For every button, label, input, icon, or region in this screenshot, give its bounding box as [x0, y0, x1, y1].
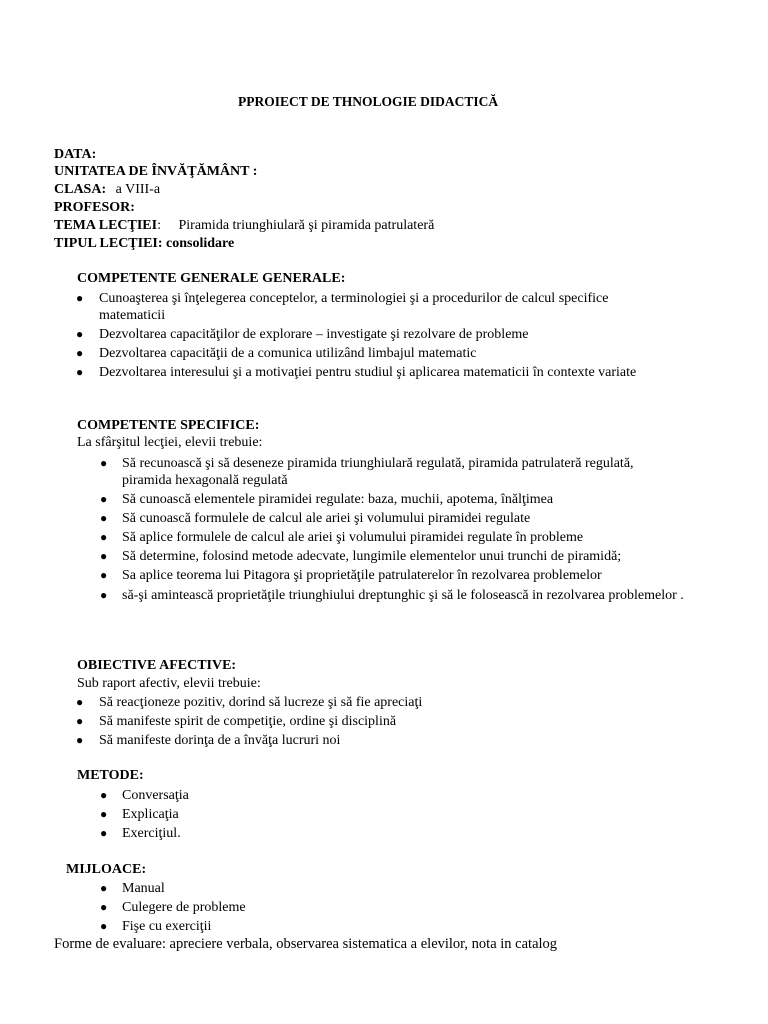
tipul-label: TIPUL LECŢIEI: consolidare — [54, 236, 235, 251]
profesor-label: PROFESOR: — [54, 200, 135, 215]
bullet-icon: ● — [100, 492, 108, 506]
bullet-icon: ● — [76, 346, 84, 360]
cs-item-4: Să aplice formulele de calcul ale ariei şi volumului piramidei regulate în probleme — [122, 530, 584, 545]
cs-item-3: Să cunoască formulele de calcul ale ariei şi volumului piramidei regulate — [122, 511, 531, 526]
clasa-line — [54, 181, 160, 198]
bullet-icon: ● — [100, 588, 108, 602]
metode-heading: METODE: — [77, 768, 144, 783]
cs-item-2: Să cunoască elementele piramidei regulate: baza, muchii, apotema, înălţimea — [122, 492, 554, 507]
tema-value: Piramida triunghiulară şi piramida patrulateră — [178, 218, 435, 233]
cs-item-6: Sa aplice teorema lui Pitagora şi proprietăţile patrulaterelor în rezolvarea problemelor — [122, 568, 602, 583]
bullet-icon: ● — [76, 365, 84, 379]
obiective-afective-heading: OBIECTIVE AFECTIVE: — [77, 658, 237, 673]
bullet-icon: ● — [100, 919, 108, 933]
cs-item-7: să-şi amintească proprietăţile triunghiului dreptunghic şi să le folosească in rezolvarea problemelor . — [122, 588, 684, 603]
tema-colon: : — [157, 218, 161, 233]
cg-item-3: Dezvoltarea capacităţii de a comunica utilizând limbajul matematic — [99, 346, 477, 361]
bullet-icon: ● — [100, 900, 108, 914]
competente-specifice-intro: La sfârşitul lecţiei, elevii trebuie: — [77, 435, 263, 450]
cs-item-5: Să determine, folosind metode adecvate, lungimile elementelor unui trunchi de piramidă; — [122, 549, 622, 564]
cg-item-1: Cunoaşterea şi înţelegerea conceptelor, a terminologiei şi a procedurilor de calcul specifice — [99, 291, 609, 306]
mijloace-heading: MIJLOACE: — [66, 862, 147, 877]
oa-item-1: Să reacţioneze pozitiv, dorind să lucreze şi să fie apreciaţi — [99, 695, 423, 710]
mijloace-item-1: Manual — [122, 881, 165, 896]
clasa-label: CLASA: — [54, 182, 107, 197]
bullet-icon: ● — [100, 826, 108, 840]
oa-item-2: Să manifeste spirit de competiţie, ordine şi disciplină — [99, 714, 397, 729]
bullet-icon: ● — [100, 881, 108, 895]
clasa-value: a VIII-a — [115, 182, 161, 197]
cg-item-1-cont: matematicii — [99, 308, 166, 323]
bullet-icon: ● — [100, 511, 108, 525]
metode-item-3: Exerciţiul. — [122, 826, 181, 841]
bullet-icon: ● — [76, 327, 84, 341]
cs-item-1: Să recunoască şi să deseneze piramida triunghiulară regulată, piramida patrulateră regulată, — [122, 456, 634, 471]
cg-item-2: Dezvoltarea capacităţilor de explorare – investigate şi rezolvare de probleme — [99, 327, 529, 342]
bullet-icon: ● — [100, 530, 108, 544]
bullet-icon: ● — [100, 456, 108, 470]
cg-item-4: Dezvoltarea interesului şi a motivaţiei pentru studiul şi aplicarea matematicii în contexte variate — [99, 365, 637, 380]
bullet-icon: ● — [100, 807, 108, 821]
mijloace-item-3: Fişe cu exerciţii — [122, 919, 212, 934]
cs-item-1-cont: piramida hexagonală regulată — [122, 473, 288, 488]
competente-specifice-heading: COMPETENTE SPECIFICE: — [77, 418, 260, 433]
mijloace-item-2: Culegere de probleme — [122, 900, 246, 915]
bullet-icon: ● — [76, 291, 84, 305]
document-title: PPROIECT DE THNOLOGIE DIDACTICĂ — [238, 94, 499, 109]
obiective-afective-intro: Sub raport afectiv, elevii trebuie: — [77, 676, 261, 691]
metode-item-1: Conversaţia — [122, 788, 189, 803]
tema-label: TEMA LECŢIEI — [54, 218, 158, 233]
unitate-label: UNITATEA DE ÎNVĂŢĂMÂNT : — [54, 164, 258, 179]
competente-generale-heading: COMPETENTE GENERALE GENERALE: — [77, 271, 346, 286]
oa-item-3: Să manifeste dorinţa de a învăţa lucruri noi — [99, 733, 341, 748]
bullet-icon: ● — [76, 714, 84, 728]
bullet-icon: ● — [100, 568, 108, 582]
metode-item-2: Explicaţia — [122, 807, 179, 822]
bullet-icon: ● — [76, 695, 84, 709]
bullet-icon: ● — [100, 788, 108, 802]
bullet-icon: ● — [76, 733, 84, 747]
evaluare-line: Forme de evaluare: apreciere verbala, observarea sistematica a elevilor, nota in catalog — [54, 936, 558, 952]
tema-line — [54, 217, 434, 234]
bullet-icon: ● — [100, 549, 108, 563]
data-label: DATA: — [54, 147, 97, 162]
